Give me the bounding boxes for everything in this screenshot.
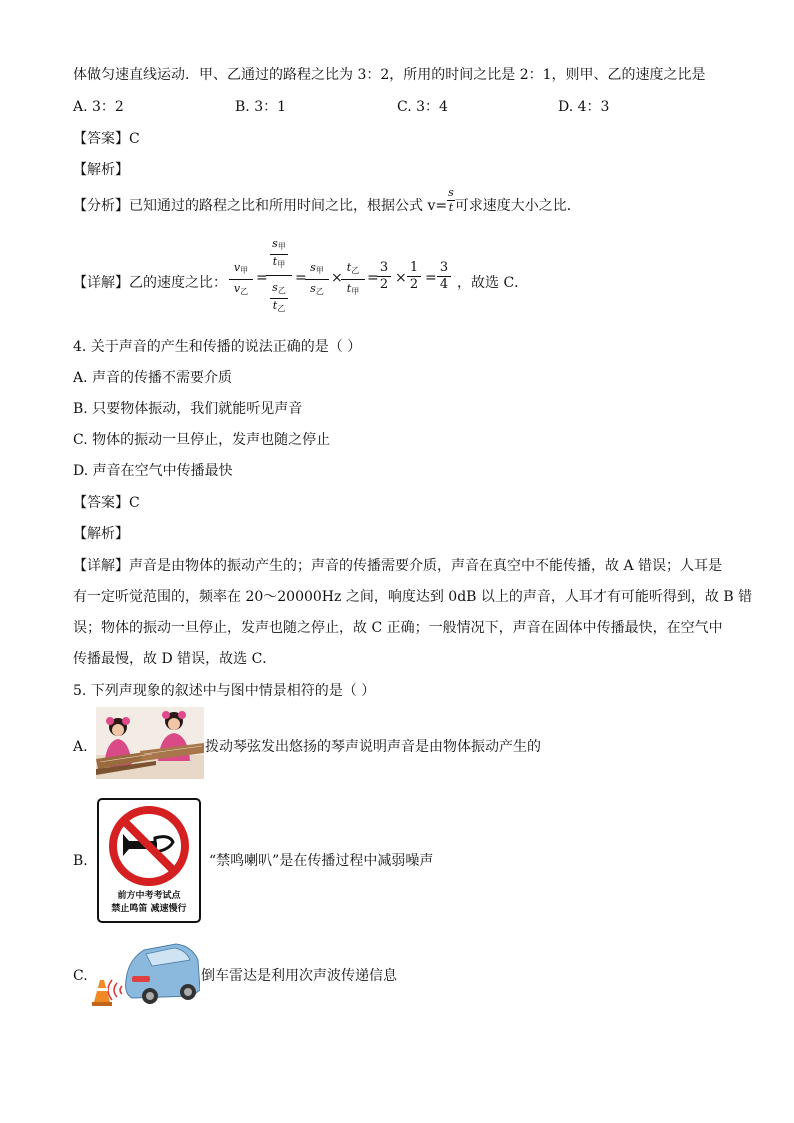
q5-stem: 5. 下列声现象的叙述中与图中情景相符的是（ ） [73, 683, 376, 699]
answer-value: C [129, 131, 140, 147]
q4-stem: 4. 关于声音的产生和传播的说法正确的是（ ） [73, 339, 362, 355]
q3-stem-tail: 体做匀速直线运动．甲、乙通过的路程之比为 3：2，所用的时间之比是 2：1，则甲、乙的速度之比是 [73, 67, 706, 83]
number-fraction-2: 1 2 [407, 260, 421, 293]
q3-option-c: C. 3：4 [397, 99, 448, 115]
fenxi-tag: 【分析】 [73, 198, 129, 214]
fenxi-pre: 已知通过的路程之比和所用时间之比，根据公式 v= [129, 198, 448, 214]
q3-analysis-tag: 【解析】 [73, 162, 129, 178]
answer-tag: 【答案】 [73, 131, 129, 147]
q5-option-b-letter: B. [73, 853, 88, 869]
times-sign-1: × [331, 270, 343, 286]
q3-option-d: D. 4：3 [558, 99, 610, 115]
q5-option-c-text: 倒车雷达是利用次声波传递信息 [201, 968, 397, 984]
reversing-radar-car-image [92, 940, 200, 1010]
q4-option-a: A. 声音的传播不需要介质 [73, 370, 233, 386]
q4-detail-line-2: 有一定听觉范围的，频率在 20～20000Hz 之间，响度达到 0dB 以上的声音，人耳才有可能听得到，故 B 错 [73, 589, 753, 605]
q3-fenxi [73, 185, 581, 216]
equals-sign-2: = [295, 270, 307, 286]
sign-line-2: 禁止鸣笛 减速慢行 [111, 904, 187, 914]
number-fraction-3: 3 4 [437, 260, 451, 293]
fenxi-post: 可求速度大小之比． [454, 198, 581, 214]
times-sign-2: × [395, 270, 407, 286]
number-fraction-1: 3 2 [377, 260, 391, 293]
detail-conclusion: ，故选 C． [457, 275, 529, 291]
q5-option-a-letter: A. [73, 739, 88, 755]
equals-sign-4: = [425, 270, 437, 286]
v-formula-fraction [447, 186, 455, 215]
q4-detail-line-1: 【详解】声音是由物体的振动产生的；声音的传播需要介质，声音在真空中不能传播，故 A 错误；人耳是 [73, 558, 723, 574]
distance-ratio-fraction: $s_甲$ $s_乙$ [305, 262, 329, 298]
formula-numerator: s [448, 185, 454, 199]
q4-analysis-tag: 【解析】 [73, 526, 129, 542]
answer-value: C [129, 495, 140, 511]
sign-line-1: 前方中考考试点 [117, 891, 181, 901]
q4-detail-line-4: 传播最慢，故 D 错误，故选 C． [73, 651, 277, 667]
q4-answer [73, 493, 140, 513]
formula-denominator: t [448, 200, 454, 214]
q4-option-d: D. 声音在空气中传播最快 [73, 463, 233, 479]
q5-option-a-text: 拨动琴弦发出悠扬的琴声说明声音是由物体振动产生的 [205, 739, 541, 755]
equals-sign-3: = [367, 270, 379, 286]
equals-sign-1: = [256, 270, 268, 286]
q5-option-c-letter: C. [73, 968, 88, 984]
q3-option-a: A. 3：2 [73, 99, 124, 115]
q3-detail-equation [73, 238, 773, 326]
no-honking-sign-image [97, 798, 201, 923]
velocity-ratio-fraction: $v_甲$ $v_乙$ [229, 262, 253, 298]
guzheng-players-image [96, 707, 204, 779]
q4-option-c: C. 物体的振动一旦停止，发声也随之停止 [73, 432, 331, 448]
q4-option-b: B. 只要物体振动，我们就能听见声音 [73, 401, 303, 417]
time-ratio-fraction: $t_乙$ $t_甲$ [341, 262, 365, 298]
q4-detail-line-3: 误；物体的振动一旦停止，发声也随之停止，故 C 正确；一般情况下，声音在固体中传播最快，在空气中 [73, 620, 723, 636]
q5-option-b-text: “禁鸣喇叭”是在传播过程中减弱噪声 [209, 853, 434, 869]
compound-fraction: $s_甲$ $t_甲$ $s_乙$ $t_乙$ [266, 238, 292, 315]
answer-tag: 【答案】 [73, 495, 129, 511]
q3-option-b: B. 3：1 [235, 99, 287, 115]
detail-label: 【详解】乙的速度之比： [73, 275, 227, 291]
q3-answer [73, 129, 140, 149]
